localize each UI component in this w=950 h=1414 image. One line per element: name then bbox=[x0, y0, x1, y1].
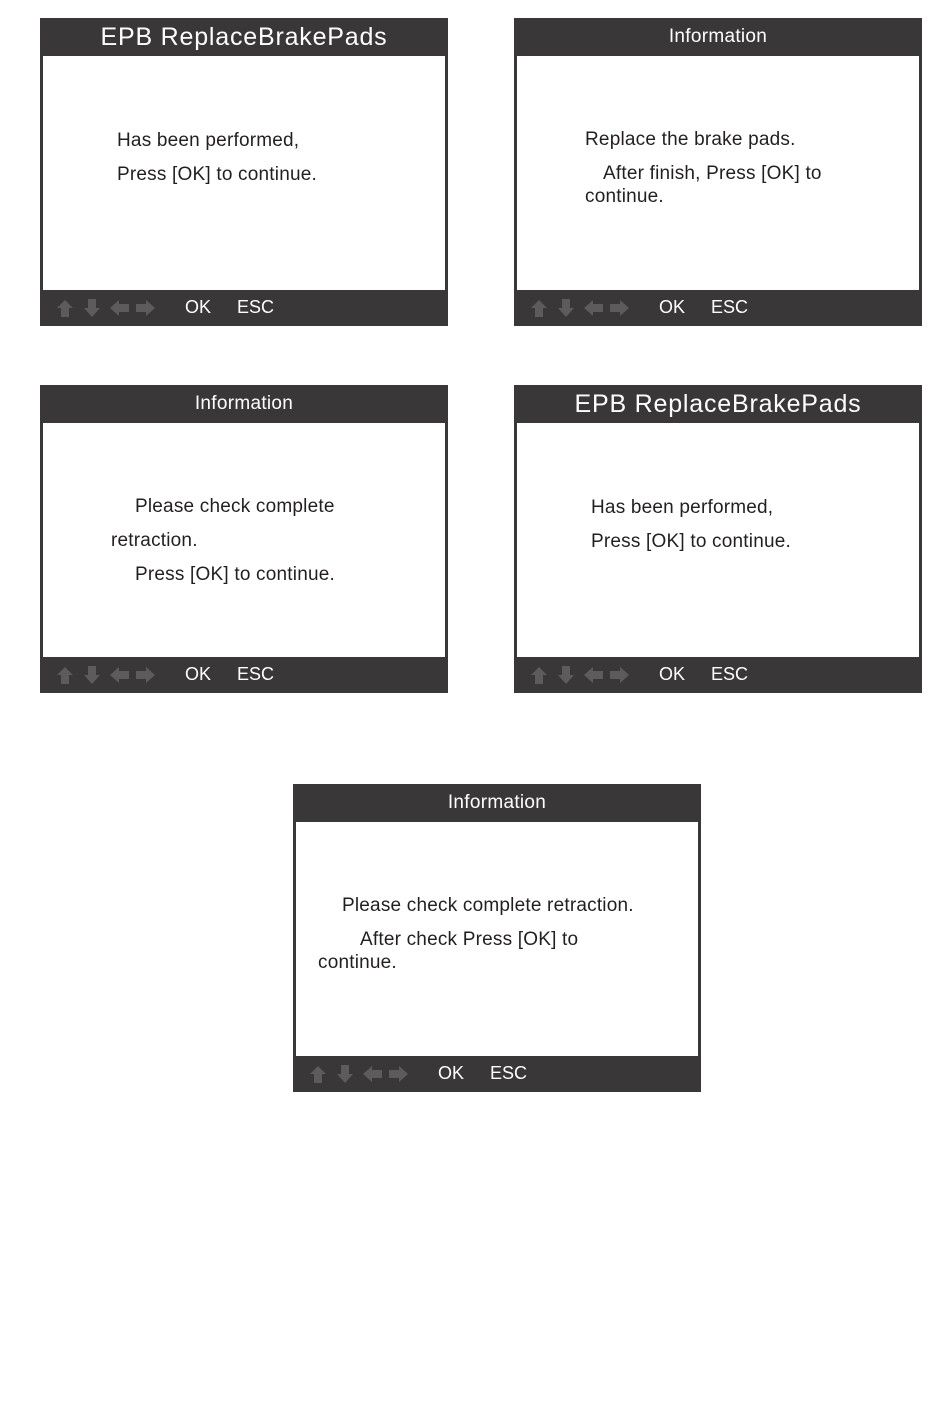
screen-body bbox=[517, 56, 919, 290]
screen-replace-pads bbox=[514, 18, 922, 326]
arrow-left-icon[interactable] bbox=[582, 665, 604, 685]
screen-body bbox=[296, 822, 698, 1056]
arrow-left-icon[interactable] bbox=[582, 298, 604, 318]
arrow-up-icon[interactable] bbox=[528, 298, 550, 318]
arrow-right-icon[interactable] bbox=[135, 298, 157, 318]
ok-button[interactable]: OK bbox=[438, 1063, 465, 1083]
arrow-up-icon[interactable] bbox=[54, 665, 76, 685]
message-line: continue. bbox=[585, 186, 664, 207]
message-line: Press [OK] to continue. bbox=[591, 531, 791, 552]
arrow-down-icon[interactable] bbox=[334, 1064, 356, 1084]
ok-button[interactable]: OK bbox=[185, 297, 212, 317]
arrow-down-icon[interactable] bbox=[555, 298, 577, 318]
arrow-left-icon[interactable] bbox=[108, 298, 130, 318]
key-bar bbox=[40, 657, 448, 693]
arrow-down-icon[interactable] bbox=[555, 665, 577, 685]
esc-button[interactable]: ESC bbox=[490, 1063, 528, 1083]
ok-button[interactable]: OK bbox=[659, 297, 686, 317]
message-line: Replace the brake pads. bbox=[585, 129, 796, 150]
arrow-left-icon[interactable] bbox=[361, 1064, 383, 1084]
screen-body bbox=[43, 56, 445, 290]
message-line: continue. bbox=[318, 952, 397, 973]
screen-epb-performed-2 bbox=[514, 385, 922, 693]
message-line: Press [OK] to continue. bbox=[135, 564, 335, 585]
key-bar bbox=[40, 290, 448, 326]
screen-title: EPB ReplaceBrakePads bbox=[574, 390, 862, 418]
screen-epb-performed-1 bbox=[40, 18, 448, 326]
message-line: Has been performed, bbox=[117, 130, 300, 151]
arrow-down-icon[interactable] bbox=[81, 298, 103, 318]
message-line: Please check complete retraction. bbox=[342, 895, 634, 916]
message-line: Press [OK] to continue. bbox=[117, 164, 317, 185]
message-line: retraction. bbox=[111, 530, 198, 551]
arrow-right-icon[interactable] bbox=[135, 665, 157, 685]
esc-button[interactable]: ESC bbox=[237, 664, 275, 684]
arrow-right-icon[interactable] bbox=[388, 1064, 410, 1084]
key-bar bbox=[514, 657, 922, 693]
screen-title: Information bbox=[447, 792, 547, 813]
message-line: Has been performed, bbox=[591, 497, 774, 518]
message-line: After check Press [OK] to bbox=[360, 929, 579, 950]
ok-button[interactable]: OK bbox=[659, 664, 686, 684]
screen-title: Information bbox=[194, 393, 294, 414]
screen-check-retraction bbox=[40, 385, 448, 693]
arrow-up-icon[interactable] bbox=[54, 298, 76, 318]
ok-button[interactable]: OK bbox=[185, 664, 212, 684]
esc-button[interactable]: ESC bbox=[237, 297, 275, 317]
arrow-up-icon[interactable] bbox=[307, 1064, 329, 1084]
esc-button[interactable]: ESC bbox=[711, 297, 749, 317]
key-bar bbox=[293, 1056, 701, 1092]
message-line: After finish, Press [OK] to bbox=[603, 163, 822, 184]
arrow-down-icon[interactable] bbox=[81, 665, 103, 685]
screen-body bbox=[43, 423, 445, 657]
screen-title: Information bbox=[668, 26, 768, 47]
key-bar bbox=[514, 290, 922, 326]
arrow-up-icon[interactable] bbox=[528, 665, 550, 685]
screen-title: EPB ReplaceBrakePads bbox=[100, 23, 388, 51]
arrow-right-icon[interactable] bbox=[609, 298, 631, 318]
esc-button[interactable]: ESC bbox=[711, 664, 749, 684]
arrow-left-icon[interactable] bbox=[108, 665, 130, 685]
message-line: Please check complete bbox=[135, 496, 335, 517]
arrow-right-icon[interactable] bbox=[609, 665, 631, 685]
screen-body bbox=[517, 423, 919, 657]
screen-after-check bbox=[293, 784, 701, 1092]
